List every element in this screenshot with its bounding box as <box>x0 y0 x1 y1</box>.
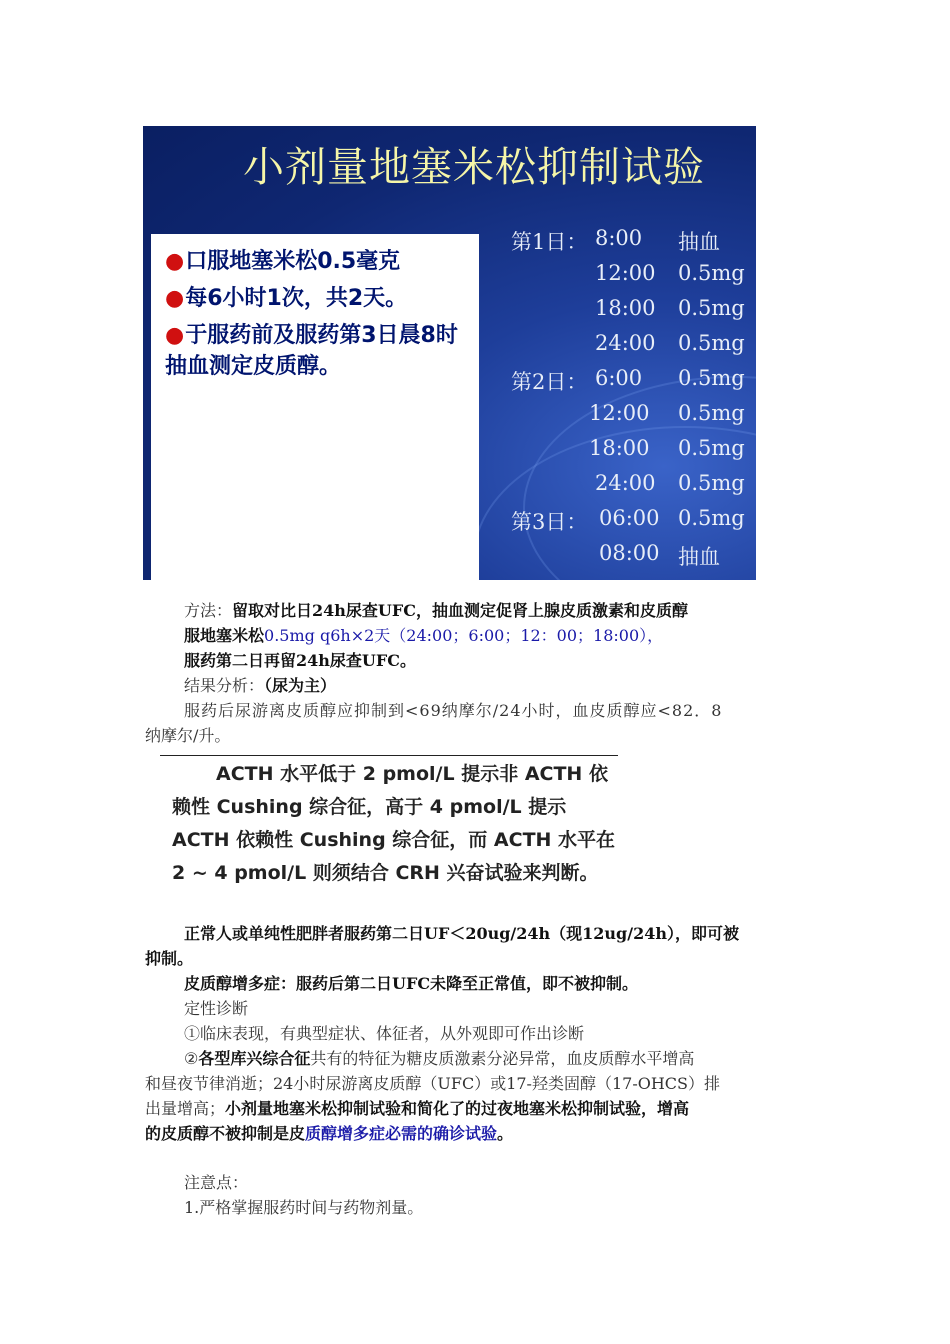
schedule-action: 0.5mg <box>678 471 745 495</box>
bullet-dot-icon: ● <box>165 323 185 348</box>
slide-bullet: ●口服地塞米松0.5毫克 <box>165 249 401 274</box>
diagnosis-line-4: 出量增高；小剂量地塞米松抑制试验和简化了的过夜地塞米松抑制试验，增高 <box>145 1099 690 1118</box>
slide-bullet-continued: 抽血测定皮质醇。 <box>165 354 342 379</box>
schedule-action: 抽血 <box>678 545 720 569</box>
divider <box>160 755 618 756</box>
notes-item-1: 1.严格掌握服药时间与药物剂量。 <box>184 1198 424 1217</box>
schedule-time: 18:00 <box>595 296 656 320</box>
slide-bullet: ●每6小时1次，共2天。 <box>165 286 408 311</box>
result-heading: 结果分析：（尿为主） <box>184 676 337 695</box>
result-line-1: 服药后尿游离皮质醇应抑制到<69纳摩尔/24小时，血皮质醇应<82．8 <box>184 701 723 720</box>
schedule-time: 6:00 <box>595 366 643 390</box>
diagnosis-item-1: ①临床表现，有典型症状、体征者，从外观即可作出诊断 <box>184 1024 585 1043</box>
bullet-dot-icon: ● <box>165 286 185 311</box>
slide-image <box>143 126 756 580</box>
normal-line-2: 抑制。 <box>145 949 194 968</box>
schedule-action: 0.5mg <box>678 331 745 355</box>
slide-title: 小剂量地塞米松抑制试验 <box>243 143 705 191</box>
schedule-action: 0.5mg <box>678 261 745 285</box>
normal-line-1: 正常人或单纯性肥胖者服药第二日UF＜20ug/24h（现12ug/24h），即可被 <box>184 924 739 943</box>
schedule-time: 06:00 <box>599 506 660 530</box>
schedule-action: 0.5mg <box>678 436 745 460</box>
scan-line: 2 ~ 4 pmol/L 则须结合 CRH 兴奋试验来判断。 <box>172 862 599 884</box>
diagnosis-line-5: 的皮质醇不被抑制是皮质醇增多症必需的确诊试验。 <box>145 1124 514 1143</box>
method-line-2: 服地塞米松0.5mg q6h×2天（24:00；6:00；12：00；18:00）， <box>184 626 664 645</box>
scan-line: ACTH 水平低于 2 pmol/L 提示非 ACTH 依 <box>216 763 608 785</box>
bullet-dot-icon: ● <box>165 249 185 274</box>
schedule-action: 0.5mg <box>678 401 745 425</box>
slide-bullet: ●于服药前及服药第3日晨8时 <box>165 323 458 348</box>
method-line-3: 服药第二日再留24h尿查UFC。 <box>184 651 416 670</box>
schedule-action: 抽血 <box>678 230 720 254</box>
method-line-1: 方法：留取对比日24h尿查UFC，抽血测定促肾上腺皮质激素和皮质醇 <box>184 601 688 620</box>
scan-line: ACTH 依赖性 Cushing 综合征，而 ACTH 水平在 <box>172 829 616 851</box>
diagnosis-title: 定性诊断 <box>184 999 249 1018</box>
schedule-time: 08:00 <box>599 541 660 565</box>
schedule-time: 18:00 <box>589 436 650 460</box>
schedule-day: 第1日： <box>511 230 588 254</box>
schedule-day: 第2日： <box>511 370 588 394</box>
schedule-action: 0.5mg <box>678 296 745 320</box>
schedule-time: 12:00 <box>595 261 656 285</box>
scanned-excerpt <box>160 755 618 890</box>
schedule-action: 0.5mg <box>678 506 745 530</box>
schedule-day: 第3日： <box>511 510 588 534</box>
result-line-2: 纳摩尔/升。 <box>145 726 231 745</box>
notes-title: 注意点： <box>184 1173 249 1192</box>
schedule-time: 12:00 <box>589 401 650 425</box>
normal-line-3: 皮质醇增多症：服药后第二日UFC未降至正常值，即不被抑制。 <box>184 974 639 993</box>
diagnosis-item-2: ②各型库兴综合征共有的特征为糖皮质激素分泌异常，血皮质醇水平增高 <box>184 1049 695 1068</box>
schedule-action: 0.5mg <box>678 366 745 390</box>
method-label: 方法： <box>184 601 233 620</box>
schedule-time: 24:00 <box>595 471 656 495</box>
schedule-time: 8:00 <box>595 226 643 250</box>
schedule-time: 24:00 <box>595 331 656 355</box>
scan-line: 赖性 Cushing 综合征，高于 4 pmol/L 提示 <box>172 796 567 818</box>
slide-bullet-box <box>151 234 479 580</box>
diagnosis-line-3: 和昼夜节律消逝；24小时尿游离皮质醇（UFC）或17-羟类固醇（17-OHCS）排 <box>145 1074 720 1093</box>
